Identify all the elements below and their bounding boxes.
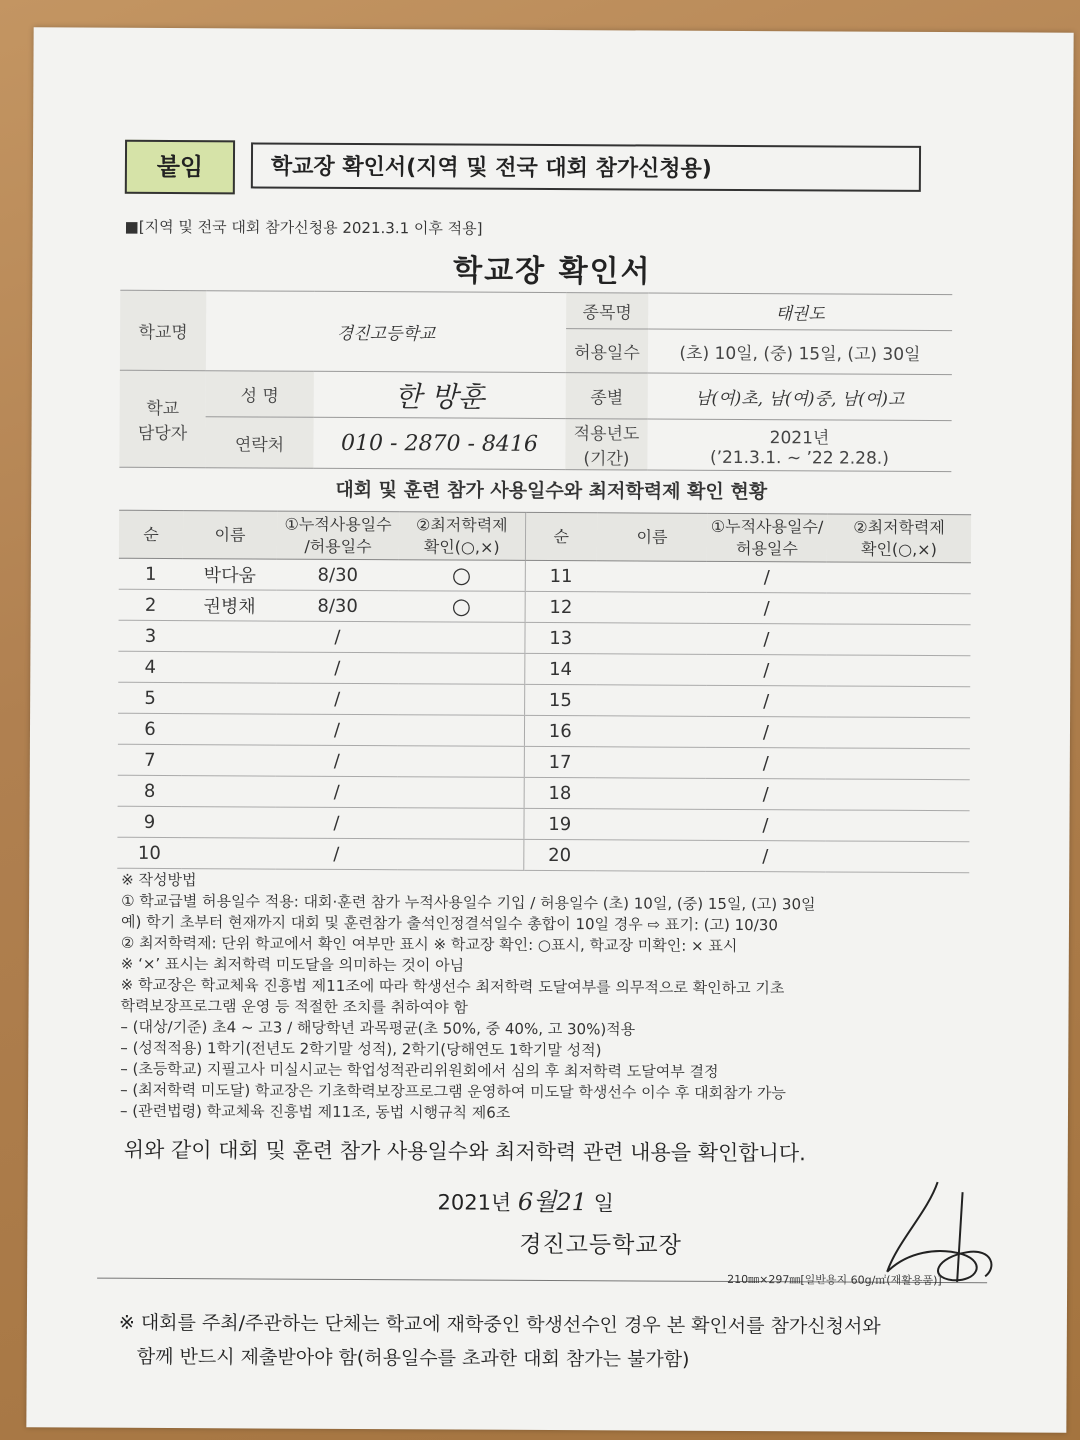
- table-row: [118, 682, 970, 717]
- row-days: /: [706, 654, 826, 686]
- note-line: ※ ‘×’ 표시는 최저학력 미도달을 의미하는 것이 아님: [120, 954, 465, 975]
- note-line: ※ 학교장은 학교체육 진흥법 제11조에 따라 학생선수 최저학력 도달여부를 의무적으로 확인하고 기초: [120, 975, 785, 998]
- contact-value-handwritten: 010 - 2870 - 8416: [313, 417, 565, 469]
- row-check: [825, 841, 969, 873]
- school-value: 경진고등학교: [206, 291, 566, 373]
- contact-label: 연락처: [205, 417, 313, 469]
- row-check: [826, 779, 970, 811]
- row-no: 16: [524, 715, 596, 746]
- row-no: 6: [118, 713, 182, 744]
- table-row: [118, 620, 970, 655]
- attachment-tag: 붙임: [125, 140, 235, 195]
- row-days: /: [276, 745, 398, 777]
- row-days: /: [707, 592, 827, 624]
- row-name: [595, 840, 705, 872]
- row-check: [398, 653, 524, 685]
- gender-value: 남(여)초, 남(여)중, 남(여)고: [648, 373, 952, 421]
- row-no: 4: [118, 651, 182, 682]
- col-days: ①누적사용일수 /허용일수: [277, 511, 399, 560]
- document-title: 학교장 확인서: [453, 253, 652, 290]
- col-min: ②최저학력제 확인(○,×): [399, 512, 525, 561]
- row-name: 박다움: [183, 559, 277, 590]
- row-name: 권병채: [183, 590, 277, 621]
- note-line: – (관련법령) 학교체육 진흥법 제11조, 동법 시행규칙 제6조: [119, 1101, 511, 1122]
- row-days: /: [705, 809, 825, 841]
- header-title: 학교장 확인서(지역 및 전국 대회 참가신청용): [251, 142, 921, 192]
- table-row: [119, 589, 971, 624]
- instructions: [120, 870, 1001, 1127]
- issue-date: 2021년 6월21 일: [437, 1187, 614, 1217]
- table-row: [119, 558, 971, 593]
- section-title: 대회 및 훈련 참가 사용일수와 최저학력제 확인 현황: [335, 478, 768, 504]
- table-row: [118, 775, 970, 810]
- row-no: 18: [524, 777, 596, 808]
- year-value: 2021년 (’21.3.1. ~ ’22 2.28.): [647, 419, 951, 472]
- row-check: [825, 810, 969, 842]
- row-no: 19: [523, 808, 595, 839]
- row-check: ○: [399, 560, 525, 592]
- table-row: [117, 806, 969, 841]
- row-name: [182, 683, 276, 714]
- row-name: [596, 623, 706, 655]
- note-line: – (초등학교) 지필고사 미실시교는 학업성적관리위원회에서 심의 후 최저학력 도달여부 결정: [120, 1059, 719, 1081]
- row-no: 12: [525, 591, 597, 622]
- note-line: – (성적적용) 1학기(전년도 2학기말 성적), 2학기(당해연도 1학기말 성적): [120, 1038, 602, 1060]
- row-name: [182, 621, 276, 652]
- row-check: [826, 717, 970, 749]
- row-check: [826, 686, 970, 718]
- paper-spec: 210㎜×297㎜[일반용지 60g/㎡(재활용품)]: [727, 1272, 942, 1288]
- row-check: [826, 624, 970, 656]
- sport-label: 종목명: [566, 293, 648, 329]
- row-days: /: [706, 685, 826, 717]
- row-no: 1: [119, 558, 183, 589]
- row-check: [398, 777, 524, 809]
- principal-title: 경진고등학교장: [519, 1231, 682, 1259]
- footnote: ※ 대회를 주최/주관하는 단체는 학교에 재학중인 학생선수인 경우 본 확인서를 참가신청서와 함께 반드시 제출받아야 함(허용일수를 초과한 대회 참가는 불가함): [118, 1311, 881, 1371]
- table-row: [118, 651, 970, 686]
- year-label: 적용년도 (기간): [565, 419, 647, 470]
- row-check: [826, 748, 970, 780]
- table-row: [118, 744, 970, 779]
- row-days: /: [705, 840, 825, 872]
- row-days: /: [706, 778, 826, 810]
- row-days: /: [706, 623, 826, 655]
- row-check: [827, 562, 971, 594]
- row-days: /: [276, 683, 398, 715]
- col-no: 순: [119, 510, 183, 558]
- note-line: ① 학교급별 허용일수 적용: 대회·훈련 참가 누적사용일수 기입 / 허용일수 (초) 10일, (중) 15일, (고) 30일: [121, 891, 816, 914]
- info-table: [119, 290, 952, 472]
- note-line: ② 최저학력제: 단위 학교에서 확인 여부만 표시 ※ 학교장 확인: ○표시, 학교장 미확인: × 표시: [120, 933, 738, 955]
- row-name: [182, 652, 276, 683]
- row-check: [827, 593, 971, 625]
- name-label: 성 명: [206, 371, 314, 418]
- note-line: ※ 작성방법: [121, 870, 197, 890]
- row-name: [182, 714, 276, 745]
- col-days-right: ①누적사용일수/ 허용일수: [707, 513, 827, 562]
- row-days: /: [707, 561, 827, 593]
- row-name: [596, 747, 706, 779]
- row-check: [826, 655, 970, 687]
- row-no: 11: [525, 560, 597, 591]
- row-name: [595, 809, 705, 841]
- row-name: [596, 654, 706, 686]
- table-row: [118, 713, 970, 748]
- row-no: 13: [524, 622, 596, 653]
- row-name: [182, 745, 276, 776]
- row-name: [597, 592, 707, 624]
- row-name: [597, 561, 707, 593]
- row-no: 5: [118, 682, 182, 713]
- school-label: 학교명: [120, 290, 206, 370]
- table-row: [117, 837, 969, 872]
- row-name: [181, 807, 275, 838]
- row-days: /: [276, 621, 398, 653]
- row-days: /: [276, 652, 398, 684]
- row-check: [398, 622, 524, 654]
- row-name: [596, 778, 706, 810]
- row-name: [182, 776, 276, 807]
- row-check: [397, 808, 523, 840]
- row-no: 9: [117, 806, 181, 837]
- col-name: 이름: [183, 511, 277, 559]
- sport-value: 태권도: [648, 293, 952, 331]
- note-line: 예) 학기 초부터 현재까지 대회 및 훈련참가 출석인정결석일수 총합이 10일 경우 ⇨ 표기: (고) 10/30: [120, 912, 778, 935]
- row-no: 20: [523, 839, 595, 870]
- row-no: 14: [524, 653, 596, 684]
- row-no: 10: [117, 837, 181, 868]
- row-no: 17: [524, 746, 596, 777]
- row-days: /: [275, 807, 397, 839]
- allowed-days-value: (초) 10일, (중) 15일, (고) 30일: [648, 329, 952, 375]
- row-name: [596, 716, 706, 748]
- gender-label: 종별: [566, 373, 648, 419]
- row-name: [596, 685, 706, 717]
- row-days: /: [706, 747, 826, 779]
- staff-label: 학교 담당자: [119, 370, 206, 467]
- confirmation-statement: 위와 같이 대회 및 훈련 참가 사용일수와 최저학력 관련 내용을 확인합니다.: [123, 1137, 806, 1166]
- allowed-days-label: 허용일수: [566, 329, 648, 373]
- students-table: [117, 510, 971, 873]
- row-days: /: [276, 776, 398, 808]
- staff-name-handwritten: 한 방훈: [314, 371, 566, 418]
- note-line: – (최저학력 미도달) 학교장은 기초학력보장프로그램 운영하여 미도달 학생선수 이수 후 대회참가 가능: [120, 1080, 786, 1103]
- note-line: 학력보장프로그램 운영 등 적절한 조치를 취하여야 함: [120, 996, 468, 1017]
- col-no-right: 순: [525, 512, 597, 560]
- row-check: ○: [399, 591, 525, 623]
- col-name-right: 이름: [597, 513, 707, 562]
- row-days: 8/30: [277, 559, 399, 591]
- row-days: /: [276, 714, 398, 746]
- row-no: 15: [524, 684, 596, 715]
- row-check: [398, 746, 524, 778]
- row-check: [397, 839, 523, 871]
- document-page: [26, 27, 1073, 1432]
- row-check: [398, 715, 524, 747]
- handwritten-date: 6월21: [517, 1187, 588, 1217]
- note-line: – (대상/기준) 초4 ~ 고3 / 해당학년 과목평균(초 50%, 중 40%, 고 30%)적용: [120, 1017, 636, 1039]
- row-check: [398, 684, 524, 716]
- row-days: /: [706, 716, 826, 748]
- row-no: 2: [119, 589, 183, 620]
- row-days: /: [275, 838, 397, 870]
- applicability-note: ■[지역 및 전국 대회 참가신청용 2021.3.1 이후 적용]: [124, 217, 483, 238]
- col-min-right: ②최저학력제 확인(○,×): [827, 514, 971, 563]
- row-name: [181, 838, 275, 869]
- row-no: 3: [118, 620, 182, 651]
- row-days: 8/30: [277, 590, 399, 622]
- row-no: 8: [118, 775, 182, 806]
- row-no: 7: [118, 744, 182, 775]
